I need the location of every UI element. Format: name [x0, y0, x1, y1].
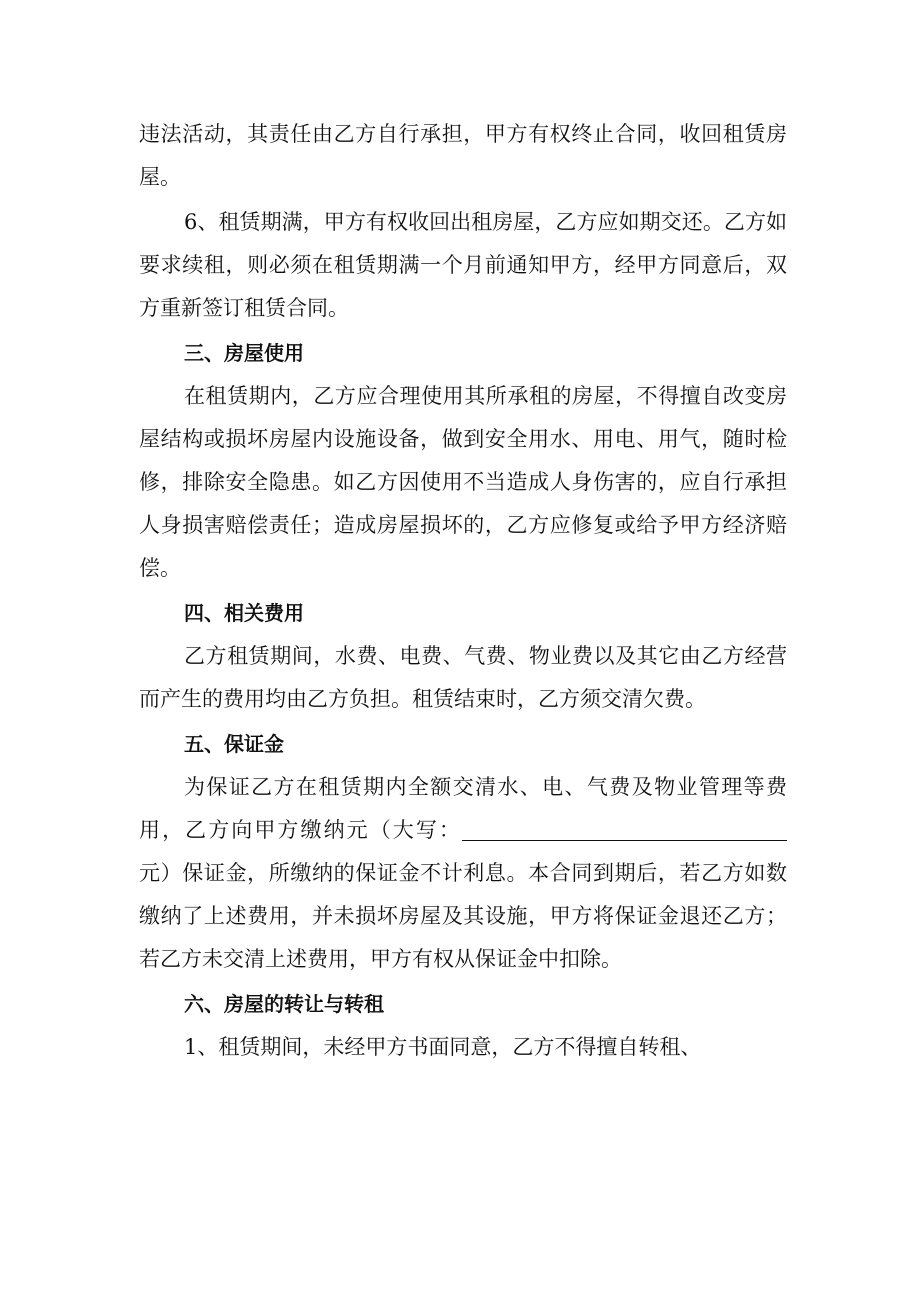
paragraph-house-use: 在租赁期内，乙方应合理使用其所承租的房屋，不得擅自改变房屋结构或损坏房屋内设施设备，做到安全用水、用电、用气，随时检修，排除安全隐患。如乙方因使用不当造成人身伤害的，应自行承担人身损害赔偿责任；造成房屋损坏的，乙方应修复或给予甲方经济赔偿。 — [139, 384, 787, 580]
paragraph-sublease-1: 1、租赁期间，未经甲方书面同意，乙方不得擅自转租、 — [184, 1035, 702, 1059]
heading-transfer-sublease: 六、房屋的转让与转租 — [184, 992, 384, 1016]
paragraph-deposit — [139, 766, 787, 981]
deposit-amount-blank — [462, 820, 787, 841]
deposit-text-before: 为保证乙方在租赁期内全额交清水、电、气费及物业管理等费用，乙方向甲方缴纳元（大写： — [139, 775, 787, 842]
deposit-text-after: 元）保证金，所缴纳的保证金不计利息。本合同到期后，若乙方如数缴纳了上述费用，并未损坏房屋及其设施，甲方将保证金退还乙方；若乙方未交清上述费用，甲方有权从保证金中扣除。 — [139, 861, 787, 971]
paragraph-lease-expiry: 6、租赁期满，甲方有权收回出租房屋，乙方应如期交还。乙方如要求续租，则必须在租赁期满一个月前通知甲方，经甲方同意后，双方重新签订租赁合同。 — [139, 210, 787, 320]
paragraph-related-fees: 乙方租赁期间，水费、电费、气费、物业费以及其它由乙方经营而产生的费用均由乙方负担。租赁结束时，乙方须交清欠费。 — [139, 644, 787, 711]
heading-house-use: 三、房屋使用 — [184, 341, 304, 365]
heading-related-fees: 四、相关费用 — [184, 601, 304, 625]
document-body — [139, 113, 787, 1069]
heading-deposit: 五、保证金 — [184, 732, 284, 756]
paragraph-illegal-activity: 违法活动，其责任由乙方自行承担，甲方有权终止合同，收回租赁房屋。 — [139, 122, 787, 189]
